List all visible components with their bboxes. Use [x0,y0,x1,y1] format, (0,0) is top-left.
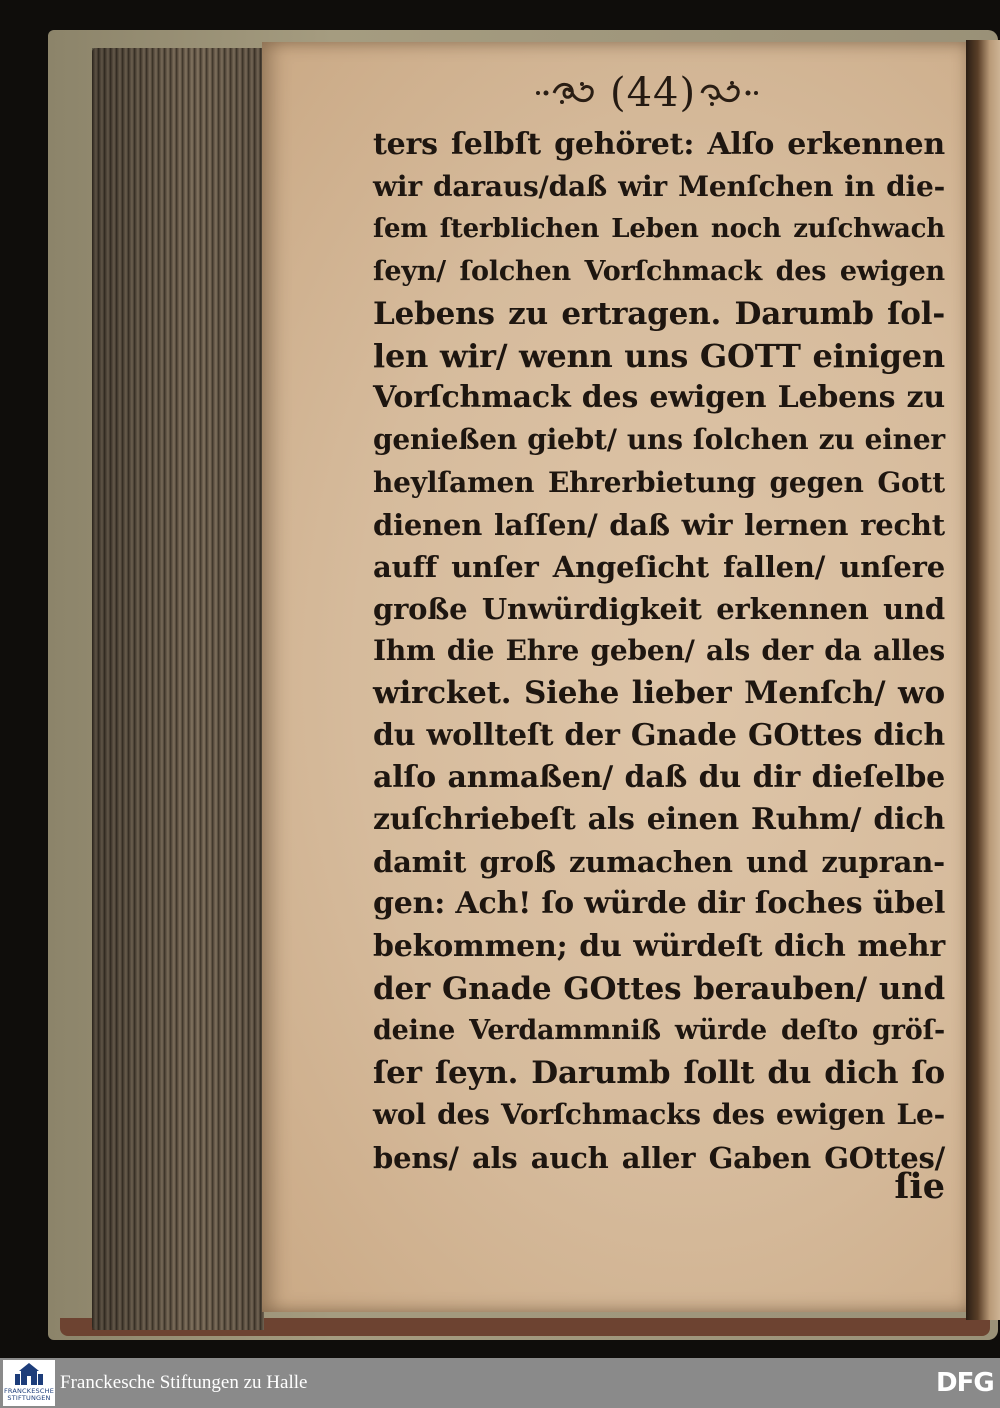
page-number: (44) [610,70,697,116]
text-line: wir daraus/daß wir Menſchen in die- [373,170,945,204]
page-gutter [966,40,1000,1320]
text-line: gen: Ach! ſo würde dir ſoches übel [373,886,946,922]
text-line: bekommen; du würdeſt dich mehr [373,928,945,964]
page-header [500,68,790,118]
text-line: ters ſelbſt gehöret: Alſo erkennen [373,127,945,162]
text-line: große Unwürdigkeit erkennen und [373,592,945,627]
text-line: der Gnade GOttes berauben/ und [373,970,945,1007]
text-line: ſem ſterblichen Leben noch zuſchwach [373,214,945,245]
body-text [373,124,945,1179]
catchword: ſie [894,1166,945,1207]
francke-building-icon [3,1360,55,1388]
right-ornament-icon [696,78,762,108]
text-line: wircket. Siehe lieber Menſch/ wo [373,675,945,712]
text-line: len wir/ wenn uns GOTT einigen [373,336,945,375]
text-line: bens/ als auch aller Gaben GOttes/ [373,1140,945,1175]
text-line: dienen laſſen/ daß wir lernen recht [373,507,945,542]
institution-name[interactable]: Franckesche Stiftungen zu Halle [60,1372,308,1393]
footer-bar [0,1358,1000,1408]
text-line: damit groß zumachen und zupran- [373,845,945,880]
logo-text: FRANCKESCHE STIFTUNGEN [3,1387,55,1402]
text-line: Vorſchmack des ewigen Lebens zu [373,380,945,416]
text-line: ſer ſeyn. Darumb ſollt du dich ſo [373,1055,945,1092]
text-line: du wollteſt der Gnade GOttes dich [373,717,945,753]
page-edges-shade [92,48,264,1330]
text-line: ſeyn/ ſolchen Vorſchmack des ewigen [373,255,945,287]
text-line: deine Verdammniß würde deſto gröſ- [373,1014,945,1046]
text-line: genießen giebt/ uns ſolchen zu einer [373,423,945,457]
left-ornament-icon [532,78,598,108]
text-line: auff unſer Angeſicht fallen/ unſere [373,549,945,584]
dfg-logo[interactable]: DFG [936,1368,994,1398]
text-line: wol des Vorſchmacks des ewigen Le- [373,1098,945,1132]
text-line: alſo anmaßen/ daß du dir dieſelbe [373,759,945,795]
text-line: Lebens zu ertragen. Darumb ſol- [373,295,945,332]
text-line: zuſchriebeſt als einen Ruhm/ dich [373,802,945,837]
text-line: heylſamen Ehrerbietung gegen Gott [373,465,945,499]
institution-logo[interactable] [3,1360,55,1406]
text-line: Ihm die Ehre geben/ als der da alles [373,634,945,668]
